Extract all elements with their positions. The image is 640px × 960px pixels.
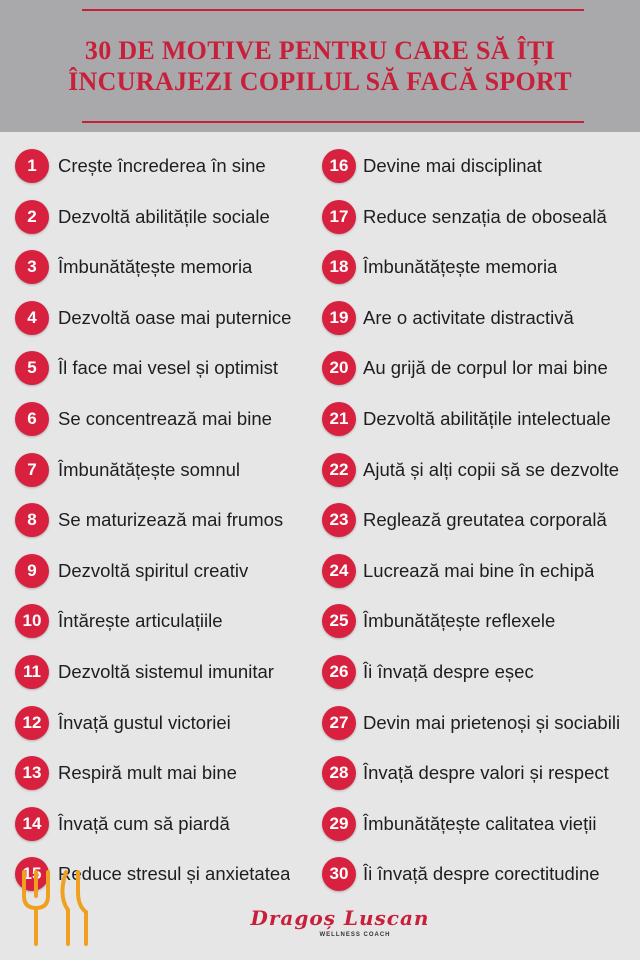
list-item (322, 603, 640, 639)
list-item (15, 705, 320, 741)
reason-text: Îmbunătățește somnul (58, 459, 241, 480)
number-badge: 17 (322, 200, 356, 234)
list-item (15, 401, 320, 437)
reason-text: Are o activitate distractivă (363, 307, 574, 328)
list-item (322, 401, 640, 437)
reason-text: Reglează greutatea corporală (363, 509, 607, 530)
reason-text: Respiră mult mai bine (58, 762, 237, 783)
number-badge: 1 (15, 149, 49, 183)
number-badge: 4 (15, 301, 49, 335)
page-title-line-1: 30 DE MOTIVE PENTRU CARE SĂ ÎȚI (84, 36, 556, 65)
list-item (322, 553, 640, 589)
reason-text: Devine mai disciplinat (363, 155, 542, 176)
number-badge: 7 (15, 453, 49, 487)
reason-text: Îi învață despre eșec (363, 661, 534, 682)
list-item (15, 806, 320, 842)
reason-text: Învață despre valori și respect (363, 762, 609, 783)
list-item (15, 654, 320, 690)
list-item (322, 654, 640, 690)
list-item (322, 249, 640, 285)
number-badge: 21 (322, 402, 356, 436)
list-item (15, 249, 320, 285)
list-item (15, 603, 320, 639)
header-bottom-rule (82, 121, 584, 123)
number-badge: 22 (322, 453, 356, 487)
brand-logo (240, 906, 440, 946)
reason-text: Reduce senzația de oboseală (363, 206, 607, 227)
number-badge: 13 (15, 756, 49, 790)
list-item (15, 553, 320, 589)
list-item (322, 705, 640, 741)
list-item (15, 300, 320, 336)
list-item (322, 755, 640, 791)
list-item (15, 755, 320, 791)
reason-text: Îmbunătățește memoria (58, 256, 253, 277)
reason-text: Lucrează mai bine în echipă (363, 560, 595, 581)
number-badge: 30 (322, 857, 356, 891)
reason-text: Dezvoltă sistemul imunitar (58, 661, 274, 682)
reason-text: Dezvoltă oase mai puternice (58, 307, 292, 328)
list-item (15, 350, 320, 386)
list-item (15, 148, 320, 184)
list-item (322, 452, 640, 488)
number-badge: 3 (15, 250, 49, 284)
number-badge: 19 (322, 301, 356, 335)
number-badge: 9 (15, 554, 49, 588)
number-badge: 15 (15, 857, 49, 891)
brand-subtitle: WELLNESS COACH (319, 932, 391, 938)
number-badge: 29 (322, 807, 356, 841)
reason-text: Învață cum să piardă (58, 813, 230, 834)
reason-text: Au grijă de corpul lor mai bine (363, 357, 608, 378)
header-banner (0, 0, 640, 132)
reason-text: Îmbunătățește memoria (363, 256, 558, 277)
reason-text: Îi învață despre corectitudine (363, 863, 600, 884)
number-badge: 5 (15, 351, 49, 385)
reason-text: Îmbunătățește calitatea vieții (363, 813, 597, 834)
page-title-line-2: ÎNCURAJEZI COPILUL SĂ FACĂ SPORT (68, 67, 572, 96)
number-badge: 12 (15, 706, 49, 740)
list-item (322, 350, 640, 386)
reason-text: Dezvoltă abilitățile intelectuale (363, 408, 611, 429)
number-badge: 16 (322, 149, 356, 183)
reason-text: Ajută și alți copii să se dezvolte (363, 459, 620, 480)
reason-text: Îmbunătățește reflexele (363, 610, 556, 631)
brand-name: Dragoș Luscan (250, 906, 430, 930)
reason-text: Învață gustul victoriei (58, 712, 231, 733)
list-item (322, 806, 640, 842)
number-badge: 10 (15, 604, 49, 638)
reason-text: Întărește articulațiile (58, 610, 223, 631)
reason-text: Se concentrează mai bine (58, 408, 272, 429)
reason-text: Dezvoltă spiritul creativ (58, 560, 249, 581)
list-item (15, 199, 320, 235)
number-badge: 8 (15, 503, 49, 537)
reason-text: Îl face mai vesel și optimist (58, 357, 279, 378)
number-badge: 28 (322, 756, 356, 790)
reason-text: Devin mai prietenoși și sociabili (363, 712, 621, 733)
number-badge: 2 (15, 200, 49, 234)
number-badge: 18 (322, 250, 356, 284)
list-item (322, 502, 640, 538)
number-badge: 25 (322, 604, 356, 638)
number-badge: 6 (15, 402, 49, 436)
number-badge: 11 (15, 655, 49, 689)
number-badge: 23 (322, 503, 356, 537)
reason-text: Crește încrederea în sine (58, 155, 266, 176)
reason-text: Reduce stresul și anxietatea (58, 863, 291, 884)
list-item (322, 856, 640, 892)
number-badge: 24 (322, 554, 356, 588)
reason-text: Se maturizează mai frumos (58, 509, 284, 530)
header-top-rule (82, 9, 584, 11)
list-item (15, 452, 320, 488)
number-badge: 27 (322, 706, 356, 740)
list-item (15, 502, 320, 538)
list-item (322, 148, 640, 184)
number-badge: 26 (322, 655, 356, 689)
reason-text: Dezvoltă abilitățile sociale (58, 206, 270, 227)
number-badge: 14 (15, 807, 49, 841)
list-item (322, 300, 640, 336)
list-item (322, 199, 640, 235)
number-badge: 20 (322, 351, 356, 385)
cutlery-logo-icon (14, 866, 94, 950)
